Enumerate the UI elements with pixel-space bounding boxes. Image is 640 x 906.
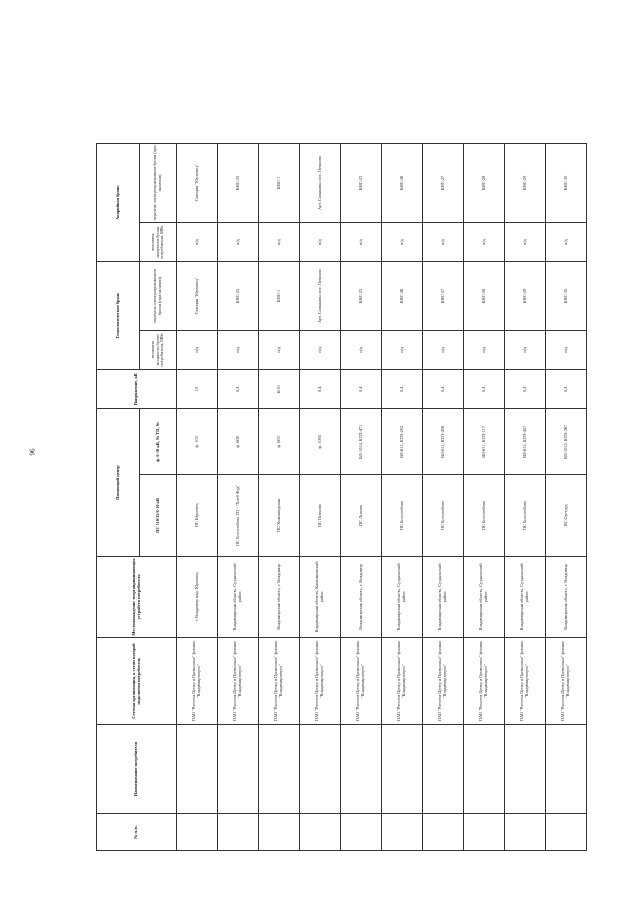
header-row-1 [97,144,140,851]
cell-ps: ПС Боголюбово [505,475,546,556]
cell-fider: ВЛ-1014, КТП-471 [341,409,382,475]
cell-num [259,814,300,851]
header-center-fider: ф. 6-10 кВ, № ТП, № [140,409,177,475]
cell-org: ПАО "Россети Центр и Приволжье" филиал "Владимирэнерго" [218,638,259,725]
cell-avar-list: КНС-25 [218,144,259,223]
cell-fider: ф. 1005 [300,409,341,475]
header-center: Питающий центр [97,409,140,556]
cell-org: ПАО "Россети Центр и Приволжье" филиал "Владимирэнерго" [341,638,382,725]
cell-tech-list: КНС-23 [341,262,382,330]
cell-voltage: 0,4 [423,370,464,409]
cell-ps: ПС Боголюбово [464,475,505,556]
header-avar-power: величина мощности брони потребителя, МВт [140,222,177,261]
cell-tech-power: н/д [382,330,423,369]
cell-fider: ф. 103 [177,409,218,475]
cell-location: Владимирская область, Суздальский район [423,556,464,637]
cell-org: ПАО "Россети Центр и Приволжье" филиал "Владимирэнерго" [464,638,505,725]
cell-num [341,814,382,851]
cell-name [546,724,587,813]
cell-org: ПАО "Россети Центр и Приволжье" филиал "Владимирэнерго" [177,638,218,725]
cell-tech-power: н/д [218,330,259,369]
cell-avar-power: н/д [382,222,423,261]
cell-ps: ПС Боголюбово ТП - "Хлеб Фуд" [218,475,259,556]
cell-tech-power: н/д [341,330,382,369]
cell-tech-list: КНС-28 [464,262,505,330]
table-row [341,144,382,851]
cell-location: Владимирская область, Суздальский район [218,556,259,637]
table-body [177,144,587,851]
cell-voltage: 6/10 [259,370,300,409]
header-tech-bron: Технологическая бронь [97,262,140,370]
table-row [546,144,587,851]
cell-num [464,814,505,851]
cell-fider: ВЛ-1012, КТП-367 [546,409,587,475]
cell-avar-power: н/д [300,222,341,261]
table-row [505,144,546,851]
cell-num [546,814,587,851]
table-row [259,144,300,851]
cell-ps: ПС Юрьевец [177,475,218,556]
cell-name [341,724,382,813]
cell-location: Владимирская область, Суздальский район [464,556,505,637]
cell-tech-power: н/д [177,330,218,369]
cell-num [218,814,259,851]
page-number: 96 [27,448,36,456]
cell-num [423,814,464,851]
cell-tech-list: Станция "Юрьевец" [177,262,218,330]
cell-voltage: 0,4 [218,370,259,409]
cell-avar-list: Арт. Скважины пос. Пенкино [300,144,341,223]
cell-num [177,814,218,851]
cell-avar-list: КНС-27 [423,144,464,223]
cell-name [423,724,464,813]
cell-avar-list: Станция "Юрьевец" [177,144,218,223]
cell-fider: ВЛ-615, КТП-202 [382,409,423,475]
cell-tech-power: н/д [300,330,341,369]
reserve-table [96,143,587,851]
cell-tech-power: н/д [423,330,464,369]
header-center-ps: ПС 110/35/6-10 кВ [140,475,177,556]
cell-tech-list: КНС-30 [546,262,587,330]
cell-fider: ф. 608 [218,409,259,475]
cell-avar-power: н/д [218,222,259,261]
cell-tech-list: КНС-25 [218,262,259,330]
cell-org: ПАО "Россети Центр и Приволжье" филиал "Владимирэнерго" [423,638,464,725]
cell-org: ПАО "Россети Центр и Приволжье" филиал "Владимирэнерго" [505,638,546,725]
cell-name [464,724,505,813]
cell-fider: ВЛ-611, КТП-458 [423,409,464,475]
header-name: Наименование потребителя [97,724,177,813]
cell-name [382,724,423,813]
cell-tech-list: КНС-27 [423,262,464,330]
header-location: Местонахождение энергопринимающих устройств потребителя [97,556,177,637]
cell-voltage: 10 [177,370,218,409]
cell-voltage: 0,4 [300,370,341,409]
cell-avar-power: н/д [259,222,300,261]
cell-tech-power: н/д [546,330,587,369]
table-row [300,144,341,851]
cell-voltage: 0,4 [464,370,505,409]
cell-avar-list: КНС-23 [341,144,382,223]
cell-ps: ПС Оргтруд [546,475,587,556]
cell-voltage: 0,4 [382,370,423,409]
cell-avar-power: н/д [177,222,218,261]
cell-ps: ПС Химзаводская [259,475,300,556]
cell-name [300,724,341,813]
cell-voltage: 0,4 [546,370,587,409]
cell-tech-power: н/д [505,330,546,369]
cell-org: ПАО "Россети Центр и Приволжье" филиал "Владимирэнерго" [382,638,423,725]
cell-tech-list: Арт. Скважины пос. Пенкино [300,262,341,330]
cell-voltage: 0,4 [341,370,382,409]
table-row [382,144,423,851]
cell-avar-list: КНС-29 [505,144,546,223]
cell-voltage: 0,4 [505,370,546,409]
cell-location: Владимирская область, г. Владимир [341,556,382,637]
cell-tech-list: КНС-29 [505,262,546,330]
cell-org: ПАО "Россети Центр и Приволжье" филиал "Владимирэнерго" [546,638,587,725]
cell-tech-power: н/д [464,330,505,369]
cell-name [218,724,259,813]
cell-location: Владимирская область, Суздальский район [382,556,423,637]
table-row [464,144,505,851]
cell-avar-power: н/д [341,222,382,261]
cell-org: ПАО "Россети Центр и Приволжье" филиал "Владимирэнерго" [300,638,341,725]
table-row [177,144,218,851]
header-num: № п./п. [97,814,177,851]
header-voltage: Напряжение, кВ [97,370,177,409]
header-tech-power: величина мощности брони потребителя, МВт [140,330,177,369]
cell-fider: ф. 603 [259,409,300,475]
cell-avar-power: н/д [546,222,587,261]
cell-ps: ПС Пенкино [300,475,341,556]
rotated-table-wrapper [96,143,584,851]
cell-avar-power: н/д [505,222,546,261]
cell-ps: ПС Лыково [341,475,382,556]
cell-avar-power: н/д [464,222,505,261]
table-row [423,144,464,851]
cell-name [177,724,218,813]
cell-location: Владимирская область, Камешковский район [300,556,341,637]
cell-location: г. Владимир мкр. Юрьевец [177,556,218,637]
cell-ps: ПС Боголюбово [382,475,423,556]
table-row [218,144,259,851]
header-tech-list: перечень электроприемников брони (при наличии) [140,262,177,330]
cell-ps: ПС Боголюбово [423,475,464,556]
cell-avar-power: н/д [423,222,464,261]
cell-num [300,814,341,851]
cell-location: Владимирская область, Суздальский район [505,556,546,637]
cell-name [259,724,300,813]
cell-num [382,814,423,851]
header-avar-bron: Аварийная бронь [97,144,140,262]
cell-tech-power: н/д [259,330,300,369]
cell-org: ПАО "Россети Центр и Приволжье" филиал "Владимирэнерго" [259,638,300,725]
cell-tech-list: КНС-26 [382,262,423,330]
cell-tech-list: КНС-1 [259,262,300,330]
cell-name [505,724,546,813]
cell-fider: ВЛ-615, КТП-457 [505,409,546,475]
cell-avar-list: КНС-30 [546,144,587,223]
header-avar-list: перечень электроприемников брони (при наличии) [140,144,177,223]
cell-avar-list: КНС-26 [382,144,423,223]
header-org: Сетевая организация, к сетям которой подключен потребитель [97,638,177,725]
cell-location: Владимирская область, г. Владимир [259,556,300,637]
cell-avar-list: КНС-28 [464,144,505,223]
cell-location: Владимирская область, г. Владимир [546,556,587,637]
cell-avar-list: КНС-1 [259,144,300,223]
cell-num [505,814,546,851]
cell-fider: ВЛ-611, КТП-117 [464,409,505,475]
